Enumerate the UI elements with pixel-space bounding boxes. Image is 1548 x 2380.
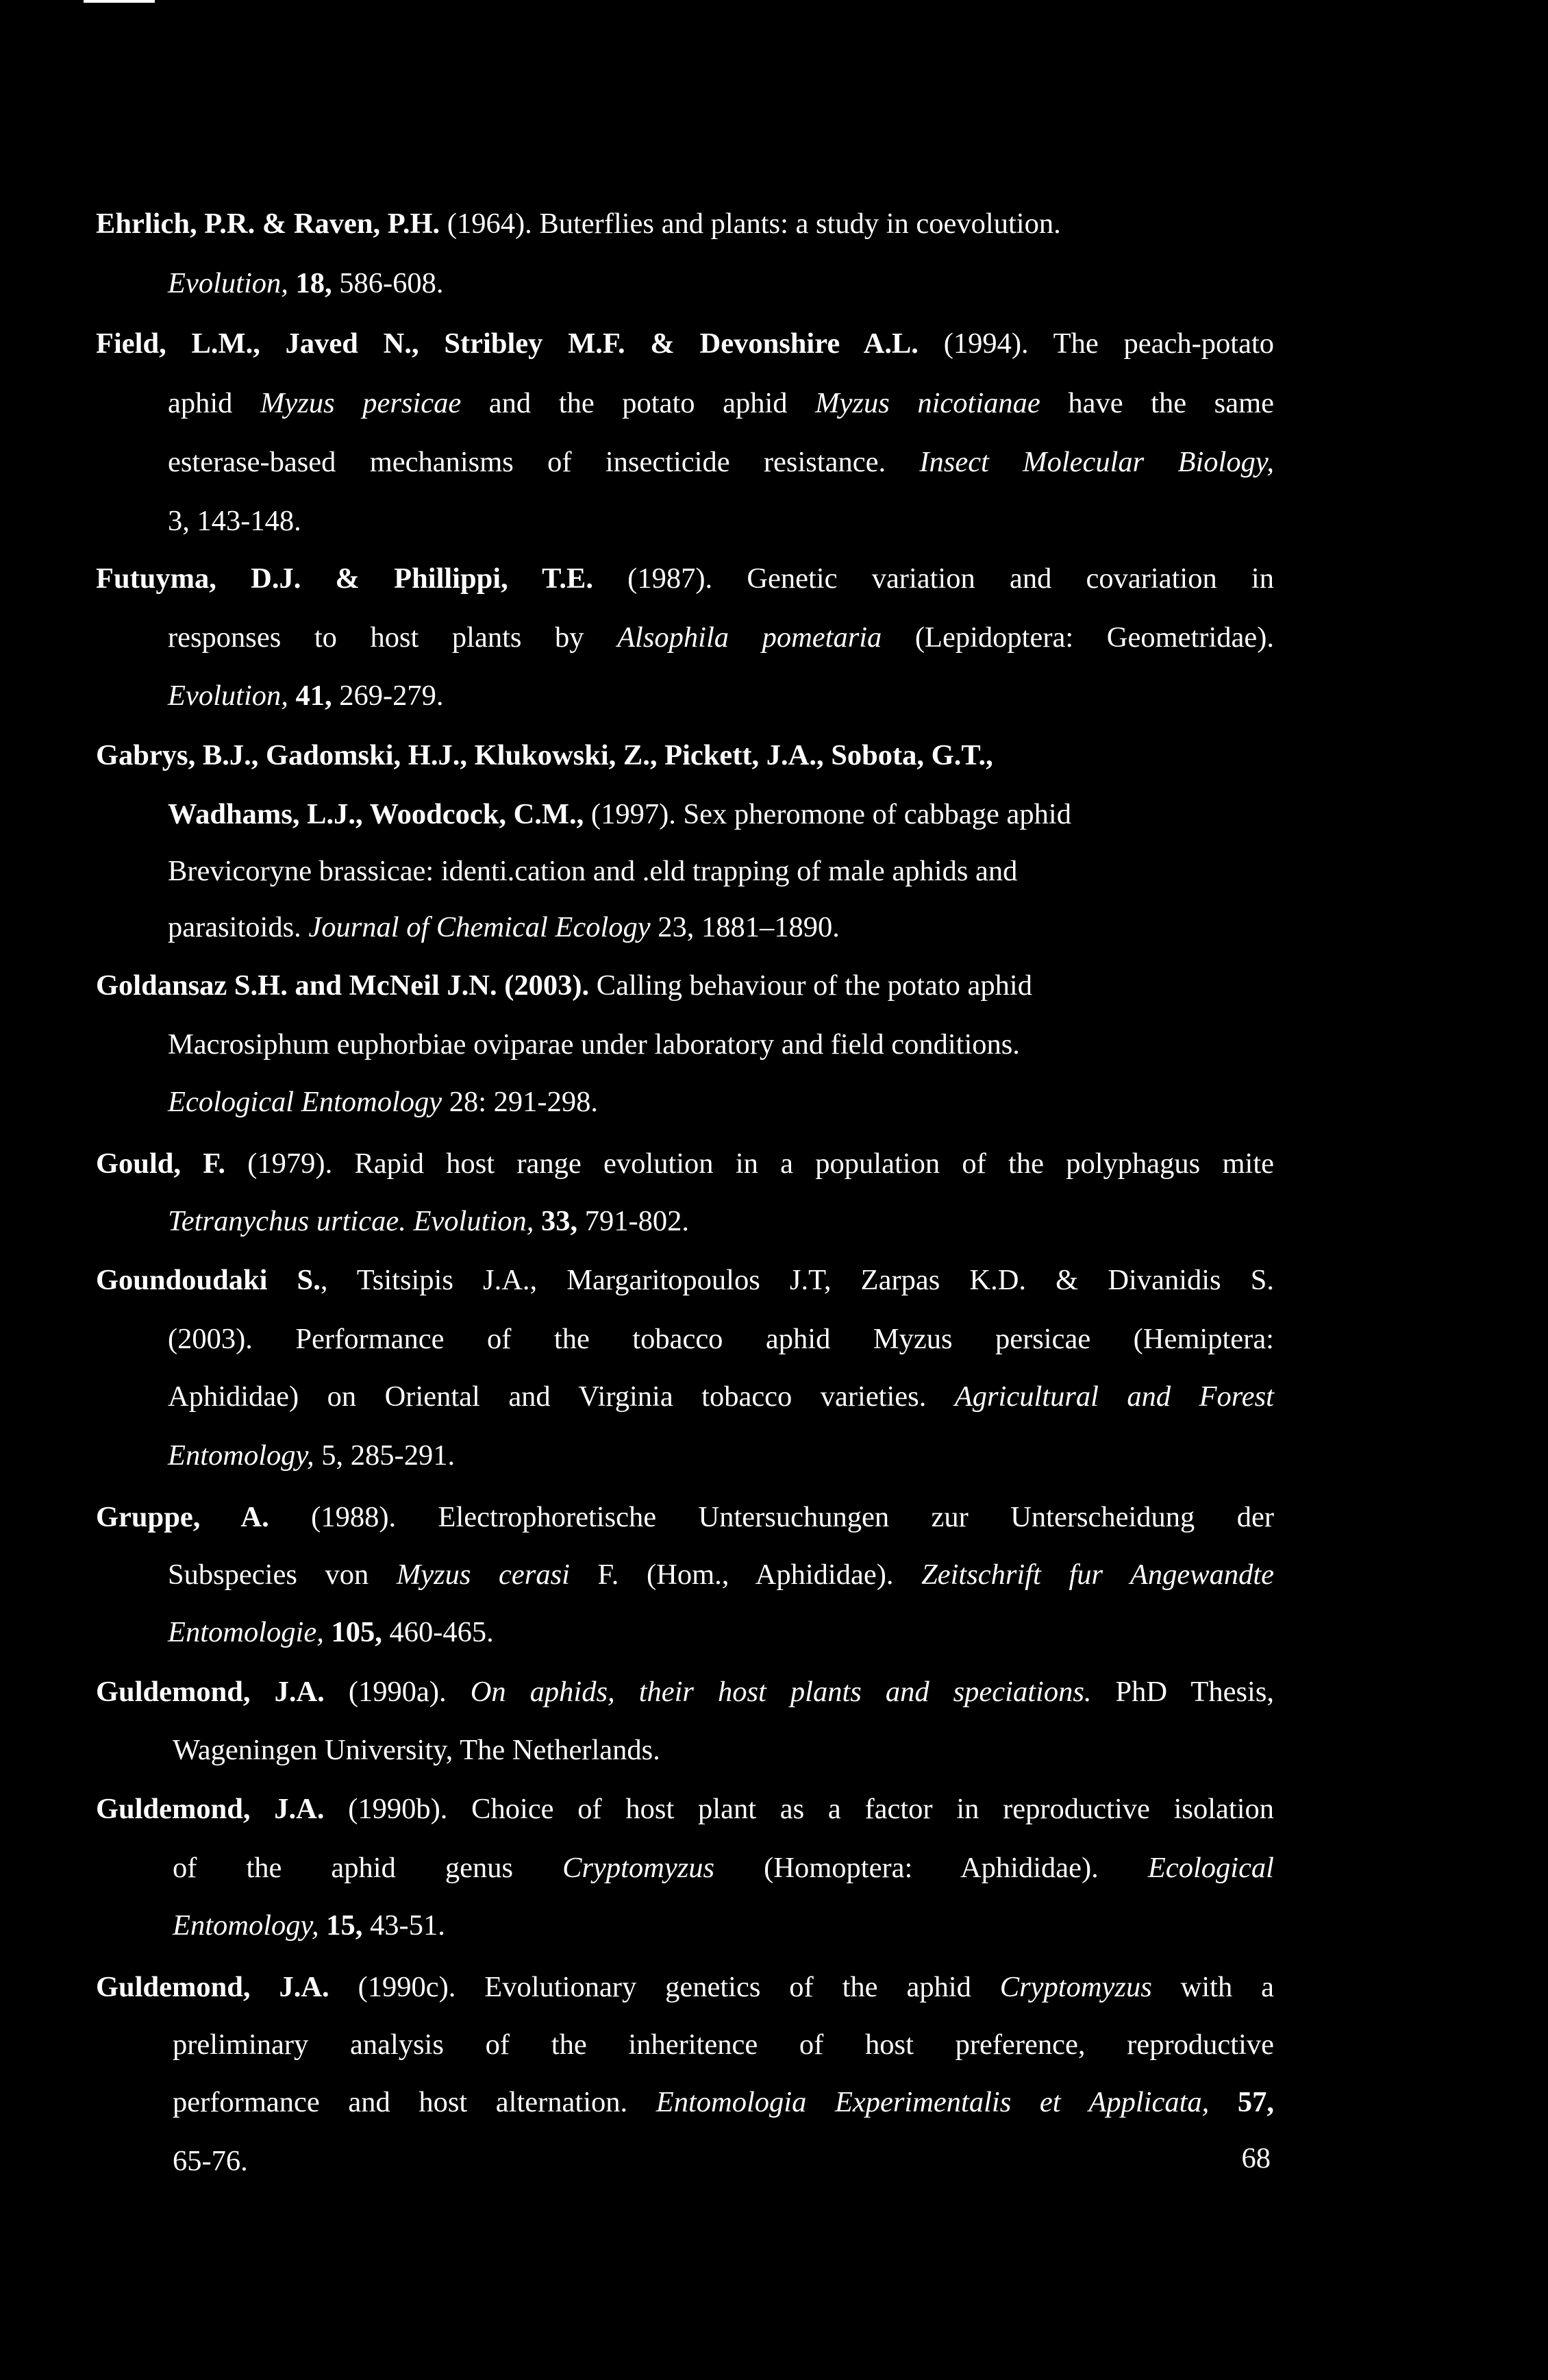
reference-italic-text: Insect Molecular Biology, — [919, 446, 1275, 478]
reference-authors-text: Goldansaz S.H. and McNeil J.N. (2003). — [96, 969, 590, 1002]
reference-italic-text: Entomologie, — [168, 1616, 324, 1648]
reference-authors-text: Gould, F. — [96, 1148, 225, 1180]
reference-text: responses to host plants by — [168, 621, 618, 654]
reference-italic-text: Myzus persicae — [260, 387, 462, 419]
reference-authors-text: 57, — [1209, 2086, 1275, 2118]
reference-text: 5, 285-291. — [314, 1439, 455, 1472]
reference-text: 460-465. — [382, 1616, 494, 1648]
reference-italic-text: Entomology, — [168, 1439, 314, 1472]
reference-italic-text: Ecological — [1147, 1852, 1274, 1884]
reference-line — [96, 1663, 1274, 1722]
reference-text: 791-802. — [577, 1205, 690, 1237]
reference-line — [96, 1488, 1274, 1547]
reference-italic-text: Agricultural and Forest — [954, 1380, 1274, 1413]
reference-authors-text: Wadhams, L.J., Woodcock, C.M., — [168, 798, 584, 830]
reference-authors-text: 18, — [288, 267, 332, 299]
reference-text: esterase-based mechanisms of insecticide resistance. — [168, 446, 920, 478]
reference-line — [168, 374, 1274, 433]
reference-line — [168, 492, 1274, 551]
reference-text: aphid — [168, 387, 261, 419]
reference-line — [96, 549, 1274, 608]
reference-text: 65-76. — [173, 2145, 248, 2177]
reference-line — [168, 842, 1274, 901]
reference-text: 3, 143-148. — [168, 505, 301, 537]
reference-italic-text: Ecological Entomology — [168, 1086, 442, 1118]
reference-italic-text: Cryptomyzus — [999, 1971, 1152, 2003]
reference-text: PhD Thesis, — [1091, 1676, 1274, 1708]
reference-line — [168, 667, 1274, 726]
reference-italic-text: Evolution, — [168, 267, 288, 299]
reference-line — [173, 1721, 1274, 1780]
reference-authors-text: Guldemond, J.A. — [96, 1793, 325, 1825]
reference-text: preliminary analysis of the inheritence of host preference, reproductive — [173, 2029, 1274, 2061]
reference-text: 43-51. — [362, 1909, 445, 1942]
reference-italic-text: Myzus nicotianae — [815, 387, 1040, 419]
reference-text: Calling behaviour of the potato aphid — [589, 969, 1032, 1002]
reference-line — [173, 2073, 1274, 2132]
reference-authors-text: Guldemond, J.A. — [96, 1676, 325, 1708]
reference-text: (2003). Performance of the tobacco aphid Myzus persicae (Hemiptera: — [168, 1323, 1274, 1355]
reference-line — [173, 2016, 1274, 2074]
reference-italic-text: Evolution, — [413, 1205, 534, 1237]
reference-text: (1979). Rapid host range evolution in a population of the polyphagus mite — [225, 1148, 1275, 1180]
reference-text: 586-608. — [332, 267, 444, 299]
reference-authors-text: Futuyma, D.J. & Phillippi, T.E. — [96, 562, 593, 595]
reference-line — [168, 1603, 1274, 1662]
reference-authors-text: Gabrys, B.J., Gadomski, H.J., Klukowski, Z., Pickett, J.A., Sobota, G.T., — [96, 739, 993, 771]
reference-line — [168, 433, 1274, 492]
reference-text — [406, 1205, 414, 1237]
reference-authors-text: Field, L.M., Javed N., Stribley M.F. & Devonshire A.L. — [96, 327, 919, 360]
reference-authors-text: 41, — [288, 680, 332, 712]
reference-italic-text: Journal of Chemical Ecology — [308, 911, 651, 943]
reference-italic-text: Cryptomyzus — [562, 1852, 715, 1884]
reference-text: (1990a). — [324, 1676, 471, 1708]
reference-text: Brevicoryne brassicae: identi.cation and .eld trapping of male aphids and — [168, 855, 1018, 887]
reference-authors-text: Goundoudaki S. — [96, 1264, 321, 1296]
reference-text: (1997). Sex pheromone of cabbage aphid — [584, 798, 1071, 830]
reference-line — [168, 254, 1274, 313]
reference-text: F. (Hom., Aphididae). — [569, 1559, 922, 1591]
reference-line — [96, 195, 1274, 253]
reference-text: Aphididae) on Oriental and Virginia tobacco varieties. — [168, 1380, 955, 1413]
reference-line — [168, 608, 1274, 667]
reference-text: of the aphid genus — [173, 1852, 563, 1884]
reference-line — [168, 1192, 1274, 1251]
reference-italic-text: Alsophila pometaria — [617, 621, 882, 654]
reference-line — [173, 2132, 1274, 2191]
reference-line — [96, 1958, 1274, 2017]
reference-line — [168, 1073, 1274, 1132]
reference-authors-text: Gruppe, A. — [96, 1501, 269, 1533]
reference-text: Macrosiphum euphorbiae oviparae under laboratory and field conditions. — [168, 1028, 1020, 1061]
reference-italic-text: Myzus cerasi — [396, 1559, 570, 1591]
reference-text: 269-279. — [332, 680, 444, 712]
reference-authors-text: 15, — [319, 1909, 363, 1942]
reference-text: and the potato aphid — [461, 387, 816, 419]
reference-line — [168, 898, 1274, 957]
reference-line — [96, 1251, 1274, 1310]
reference-line — [168, 1426, 1274, 1485]
reference-line — [168, 1367, 1274, 1426]
reference-text: Subspecies von — [168, 1559, 397, 1591]
reference-italic-text: Tetranychus urticae. — [168, 1205, 406, 1237]
reference-text: parasitoids. — [168, 911, 309, 943]
reference-text: (1964). Buterflies and plants: a study in coevolution. — [440, 208, 1061, 240]
page-number: 68 — [1241, 2142, 1271, 2174]
reference-authors-text: Ehrlich, P.R. & Raven, P.H. — [96, 208, 440, 240]
reference-text: Wageningen University, The Netherlands. — [173, 1734, 660, 1766]
reference-text: (Homoptera: Aphididae). — [714, 1852, 1148, 1884]
reference-text: (1990b). Choice of host plant as a factor in reproductive isolation — [324, 1793, 1275, 1825]
reference-line — [168, 1310, 1274, 1369]
reference-italic-text: On aphids, their host plants and speciations. — [470, 1676, 1092, 1708]
reference-text: (1987). Genetic variation and covariation in — [592, 562, 1274, 595]
reference-text: , Tsitsipis J.A., Margaritopoulos J.T, Zarpas K.D. & Divanidis S. — [320, 1264, 1274, 1296]
reference-line — [173, 1896, 1274, 1955]
reference-text: (1990c). Evolutionary genetics of the aphid — [329, 1971, 1000, 2003]
reference-italic-text: Entomologia Experimentalis et Applicata, — [656, 2086, 1210, 2118]
reference-text: 28: 291-298. — [442, 1086, 598, 1118]
reference-line — [173, 1839, 1274, 1898]
reference-line — [168, 1546, 1274, 1604]
reference-text: (1988). Electrophoretische Untersuchungen zur Unterscheidung der — [269, 1501, 1274, 1533]
reference-authors-text: 105, — [323, 1616, 382, 1648]
reference-line — [96, 1780, 1274, 1839]
reference-authors-text: 33, — [534, 1205, 578, 1237]
reference-text: with a — [1151, 1971, 1275, 2003]
reference-italic-text: Evolution, — [168, 680, 288, 712]
reference-line — [96, 314, 1274, 373]
reference-text: have the same — [1040, 387, 1275, 419]
reference-line — [96, 1135, 1274, 1193]
reference-line — [96, 956, 1274, 1015]
reference-line — [168, 785, 1274, 844]
reference-line — [96, 726, 1274, 785]
reference-text: (1994). The peach-potato — [918, 327, 1274, 360]
reference-text: performance and host alternation. — [173, 2086, 656, 2118]
top-edge-mark — [84, 0, 155, 3]
reference-italic-text: Entomology, — [173, 1909, 319, 1942]
reference-line — [168, 1015, 1274, 1074]
reference-text: 23, 1881–1890. — [650, 911, 840, 943]
reference-italic-text: Zeitschrift fur Angewandte — [921, 1559, 1274, 1591]
reference-text: (Lepidoptera: Geometridae). — [882, 621, 1275, 654]
reference-authors-text: Guldemond, J.A. — [96, 1971, 329, 2003]
